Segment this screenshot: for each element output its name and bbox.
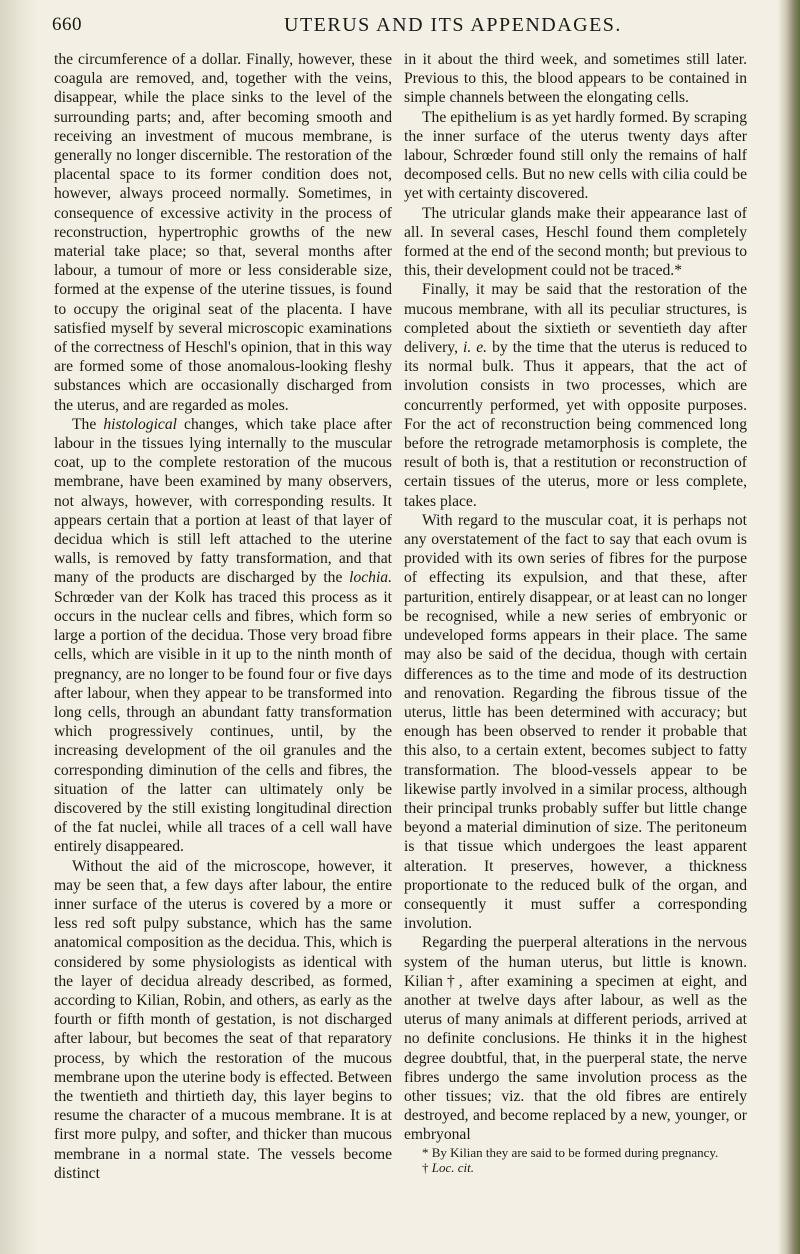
paragraph — [404, 280, 747, 510]
text-run: changes, which take place after labour in the tissues lying internally to the muscular coat, up to the complete restoration of the mucous membrane, have been examined by many observers, not always, however, with corresponding results. It appears certain that a portion at least of that layer of decidua which is still left attached to the uterine walls, is removed by fatty transformation, and that many of the products are discharged by the — [54, 415, 392, 587]
page-number: 660 — [52, 14, 82, 35]
binding-shadow-left — [0, 0, 38, 1254]
paragraph: The epithelium is as yet hardly formed. By scraping the inner surface of the uterus twenty days after labour, Schrœder found still only the remains of half decomposed cells. But no new cells with cilia could be yet with certainty discovered. — [404, 108, 747, 203]
paragraph: Without the aid of the microscope, however, it may be seen that, a few days after labour, the entire inner surface of the uterus is covered by a more or less red soft pulpy substance, which has the same anatomical composition as the decidua. This, which is considered by some physiologists as identical with the layer of decidua already described, as formed, according to Kilian, Robin, and others, as early as the fourth or fifth month of gestation, is not discharged after labour, but becomes the seat of that reparatory process, by which the restoration of the mucous membrane upon the uterine body is effected. Between the twentieth and thirtieth day, this layer begins to resume the character of a mucous membrane. It is at first more pulpy, and softer, and thicker than mucous membrane in a normal state. The vessels become distinct — [54, 857, 392, 1182]
text-run: The — [72, 415, 104, 433]
italic-abbrev: i. e. — [463, 339, 488, 357]
running-head: UTERUS AND ITS APPENDAGES. — [284, 14, 622, 36]
paragraph: Regarding the puerperal alterations in the nervous system of the human uterus, but little is known. Kilian†, after examining a specimen at eight, and another at twelve days after labour, as well as the uterus of many animals at different periods, arrived at no definite conclusions. He thinks it in the highest degree doubtful, that, in the puerperal state, the nerve fibres undergo the same involution process as the other tissues; viz. that the old fibres are entirely destroyed, and become replaced by a new, younger, or embryonal — [404, 934, 747, 1144]
paragraph: With regard to the muscular coat, it is perhaps not any overstatement of the fact to say that each ovum is provided with its own series of fibres for the purpose of effecting its expulsion, and that these, after parturition, entirely disappear, or at least can no longer be recognised, while a new series of embryonic or undeveloped forms appears in their place. The same may also be said of the decidua, though with certain differences as to the time and mode of its destruction and renovation. Regarding the fibrous tissue of the uterus, little has been determined with accuracy; but enough has been observed to render it probable that this also, to a certain extent, becomes subject to fatty transformation. The blood-vessels appear to be likewise partly involved in a similar process, although their principal trunks probably suffer but little change beyond a material diminution of size. The peritoneum is that tissue which undergoes the least apparent alteration. It preserves, however, a thickness proportionate to the reduced bulk of the organ, and consequently it must suffer a corresponding involution. — [404, 511, 747, 933]
right-column — [404, 50, 747, 1176]
italic-term: lochia. — [349, 569, 392, 587]
paragraph: in it about the third week, and sometimes still later. Previous to this, the blood appears to be contained in simple channels between the elongating cells. — [404, 51, 747, 107]
paragraph: The utricular glands make their appearance last of all. In several cases, Heschl found them completely formed at the end of the second month; but previous to this, their development could not be traced.* — [404, 204, 747, 280]
footnote: * By Kilian they are said to be formed during pregnancy. — [422, 1144, 719, 1160]
paragraph: the circumference of a dollar. Finally, however, these coagula are removed, and, together with the veins, disappear, while the place sinks to the level of the surrounding parts; and, after becoming smooth and receiving an investment of mucous membrane, is generally no longer discernible. The restoration of the placental space to its former condition does not, however, always proceed normally. Sometimes, in consequence of excessive activity in the process of reconstruction, hypertrophic growths of the new material take place; so that, several months after labour, a tumour of more or less considerable size, formed at the expense of the uterine tissues, is found to occupy the original seat of the placenta. I have satisfied myself by several microscopic examinations of the correctness of Heschl's opinion, that in this way are formed some of those anomalous-looking fleshy substances which are occasionally discharged from the uterus, and are regarded as moles. — [54, 51, 392, 414]
footnote-citation: Loc. cit. — [431, 1160, 474, 1176]
page-edge-right — [778, 0, 800, 1254]
italic-term: histological — [103, 415, 177, 433]
left-column — [54, 50, 392, 1183]
paragraph — [54, 415, 392, 857]
text-run: by the time that the uterus is reduced to its normal bulk. Thus it appears, that the act of involution consists in two processes, which are concurrently performed, yet with opposite purposes. For the act of reconstruction being commenced long before the retrograde metamorphosis is complete, the result of both is, that a restitution or reconstruction of certain tissues of the uterus, more or less complete, takes place. — [404, 339, 748, 510]
footnote — [404, 1160, 747, 1176]
text-run: Schrœder van der Kolk has traced this process as it occurs in the nuclear cells and fibres, which form so large a portion of the decidua. Those very broad fibre cells, which are visible in it up to the ninth month of pregnancy, are no longer to be found four or five days after labour, when they appear to be transformed into long cells, through an abundant fatty transformation which progressively continues, until, by the increasing development of the oil granules and the corresponding diminution of the cells and fibres, the situation of the latter can ultimately only be discovered by the still existing longitudinal direction of the fat nuclei, while all traces of a cell wall have entirely disappeared. — [54, 588, 392, 856]
footnote-mark: † — [422, 1160, 432, 1176]
page-header — [52, 14, 752, 42]
text-run: Finally, it may be said that the restoration of the mucous membrane, with all its peculiar structures, is completed about the sixtieth or seventieth day after delivery, — [404, 281, 747, 357]
